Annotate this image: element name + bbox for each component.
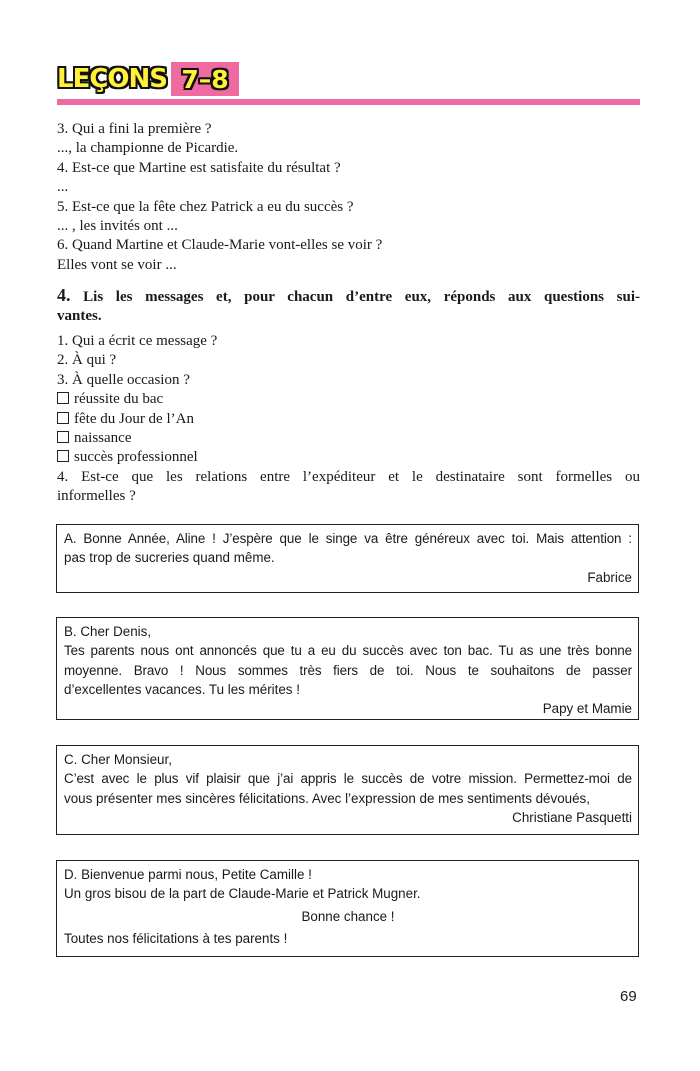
previous-questions [57, 120, 640, 275]
question-3: 3. À quelle occasion ? [57, 371, 190, 388]
message-line: C’est avec le plus vif plaisir que j’ai appris le succès de votre mission. Permettez-moi de [64, 771, 632, 787]
lesson-number-box [171, 62, 239, 96]
question-line: 6. Quand Martine et Claude-Marie vont-elles se voir ? [57, 237, 383, 254]
message-signature: Fabrice [587, 569, 632, 585]
message-line: Tes parents nous ont annoncés que tu a eu du succès avec ton bac. Tu as une très bonne [64, 643, 632, 659]
option-label: réussite du bac [74, 391, 164, 408]
task-number: 4. [57, 285, 71, 305]
message-wish: Bonne chance ! [301, 908, 395, 924]
task-4-instruction [57, 286, 640, 327]
message-c [56, 745, 639, 835]
option-item[interactable] [57, 390, 640, 409]
lesson-title: LEÇONS [57, 64, 167, 94]
message-line: d’excellentes vacances. Tu les mérites ! [64, 681, 300, 697]
question-line: 5. Est-ce que la fête chez Patrick a eu du succès ? [57, 198, 354, 215]
checkbox-icon[interactable] [57, 392, 69, 404]
answer-line: Elles vont se voir ... [57, 256, 177, 273]
message-line: Un gros bisou de la part de Claude-Marie et Patrick Mugner. [64, 886, 421, 902]
message-line: D. Bienvenue parmi nous, Petite Camille ! [64, 867, 312, 882]
message-d [56, 860, 639, 957]
question-2: 2. À qui ? [57, 352, 117, 369]
answer-line: ... , les invités ont ... [57, 218, 178, 235]
option-label: fête du Jour de l’An [74, 410, 194, 427]
checkbox-icon[interactable] [57, 431, 69, 443]
message-a [56, 524, 639, 593]
task-instruction-line2: vantes. [57, 308, 102, 325]
option-item[interactable] [57, 429, 640, 448]
message-line: vous présenter mes sincères félicitations. Avec l’expression de mes sentiments dévoués, [64, 790, 590, 806]
option-label: succès professionnel [74, 449, 198, 466]
answer-line: ... [57, 179, 69, 196]
answer-line: ..., la championne de Picardie. [57, 140, 239, 157]
question-4-line1: 4. Est-ce que les relations entre l’expéditeur et le destinataire sont formelles ou [57, 468, 640, 485]
question-line: 3. Qui a fini la première ? [57, 121, 212, 137]
question-line: 4. Est-ce que Martine est satisfaite du résultat ? [57, 159, 341, 176]
message-signature: Christiane Pasquetti [512, 809, 632, 825]
message-line: Toutes nos félicitations à tes parents ! [64, 930, 288, 946]
message-b [56, 617, 639, 720]
checkbox-icon[interactable] [57, 412, 69, 424]
message-line: moyenne. Bravo ! Nous sommes très fiers de toi. Nous te souhaitons de passer [64, 662, 632, 678]
question-1: 1. Qui a écrit ce message ? [57, 333, 218, 349]
message-line: pas trop de sucreries quand même. [64, 550, 275, 566]
task-4-questions [57, 332, 640, 507]
option-label: naissance [74, 430, 132, 447]
message-line: B. Cher Denis, [64, 624, 152, 639]
lesson-number: 7–8 [181, 64, 229, 94]
message-signature: Papy et Mamie [542, 701, 632, 717]
message-line: A. Bonne Année, Aline ! J’espère que le singe va être généreux avec toi. Mais attention : [64, 531, 632, 546]
header-rule [57, 99, 640, 105]
message-line: C. Cher Monsieur, [64, 752, 172, 767]
question-4-line2: informelles ? [57, 488, 136, 505]
option-item[interactable] [57, 448, 640, 467]
option-item[interactable] [57, 410, 640, 429]
checkbox-icon[interactable] [57, 450, 69, 462]
task-instruction-line1: Lis les messages et, pour chacun d’entre eux, réponds aux questions sui- [83, 289, 640, 305]
page-number: 69 [620, 988, 637, 1005]
